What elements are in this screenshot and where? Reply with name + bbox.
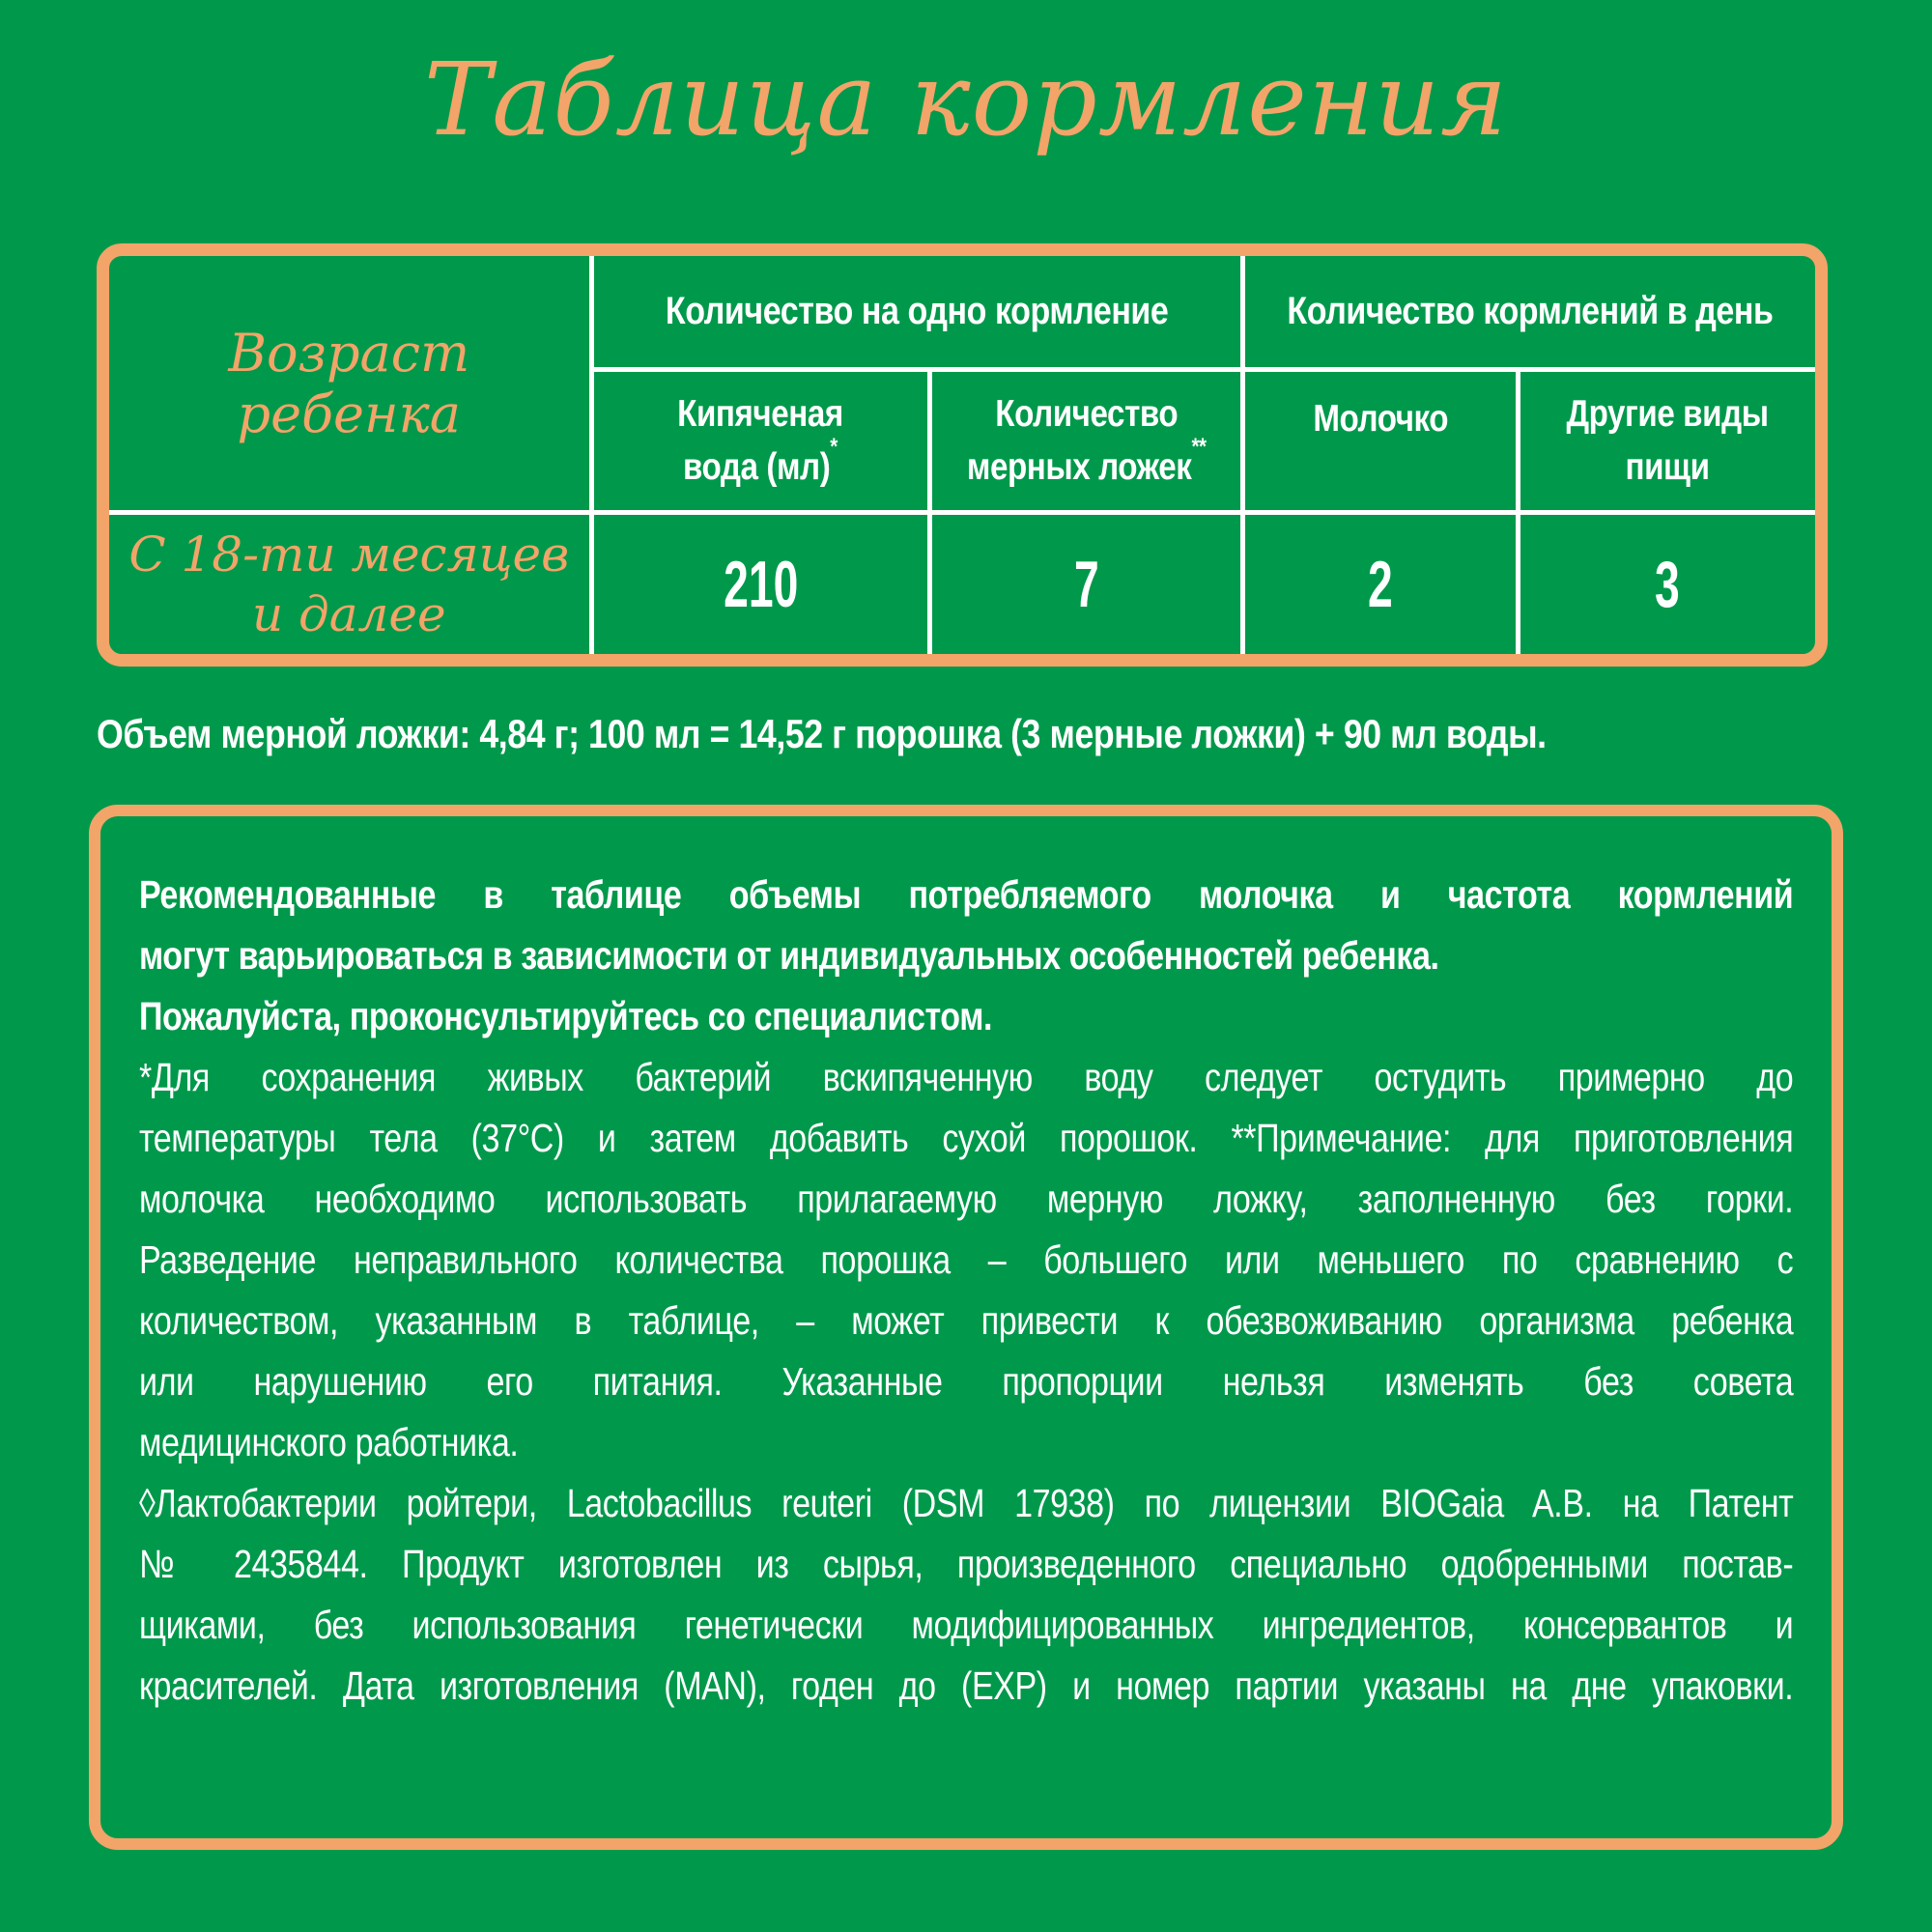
info-note-line: температуры тела (37°C) и затем добавить сухой порошок. **Примечание: для приготовления	[139, 1116, 1794, 1160]
subheader-spoons	[967, 392, 1207, 490]
group-header-per-feeding: Количество на одно кормление	[666, 290, 1169, 332]
page-title: Таблица кормления	[423, 41, 1509, 158]
info-note-line: молочка необходимо использовать прилагаемую мерную ложку, заполненную без горки.	[139, 1177, 1794, 1221]
group-header-per-day: Количество кормлений в день	[1287, 290, 1774, 332]
milk-value: 2	[1368, 548, 1393, 621]
license-line: красителей. Дата изготовления (MAN), годен до (EXP) и номер партии указаны на дне упаковки.	[139, 1663, 1794, 1708]
subheader-boiled-water	[677, 392, 843, 490]
license-line: щиками, без использования генетически модифицированных ингредиентов, консервантов и	[139, 1603, 1794, 1647]
info-box	[89, 805, 1843, 1850]
subheader-spoons-cell	[932, 372, 1245, 515]
subheader-other-food-cell	[1520, 372, 1815, 515]
subheader-line1: Кипяченая	[677, 393, 844, 435]
subheader-milk-cell	[1245, 372, 1520, 515]
spoon-volume-note-text: Объем мерной ложки: 4,84 г; 100 мл = 14,52 г порошка (3 мерные ложки) + 90 мл воды.	[97, 711, 1547, 756]
subheader-line1: Другие виды	[1566, 393, 1769, 435]
license-line: № 2435844. Продукт изготовлен из сырья, произведенного специально одобренными постав-	[139, 1542, 1794, 1586]
age-value	[128, 525, 569, 644]
subheader-boiled-water-cell	[594, 372, 932, 515]
group-header-per-feeding-cell	[594, 256, 1246, 372]
license-line: ◊Лактобактерии ройтери, Lactobacillus reuteri (DSM 17938) по лицензии BIOGaia A.B. на Патент	[139, 1481, 1794, 1525]
info-bold-line: Пожалуйста, проконсультируйтесь со специалистом.	[139, 994, 992, 1038]
subheader-line1: Количество	[995, 393, 1179, 435]
other-food-value-cell	[1520, 515, 1815, 654]
spoon-volume-note	[97, 711, 1835, 757]
age-column-header: Возраст ребенка	[228, 322, 470, 444]
subheader-milk	[1313, 397, 1448, 486]
subheader-other-food	[1567, 392, 1769, 490]
info-note-line: медицинского работника.	[139, 1420, 519, 1464]
milk-value-cell	[1245, 515, 1520, 654]
info-note-line: Разведение неправильного количества порошка – большего или меньшего по сравнению с	[139, 1237, 1794, 1282]
info-bold-line: Рекомендованные в таблице объемы потребляемого молочка и частота кормлений	[139, 872, 1794, 917]
spoons-value-cell	[932, 515, 1245, 654]
other-food-value: 3	[1655, 548, 1681, 621]
subheader-line2: вода (мл)	[683, 446, 831, 488]
age-value-cell	[109, 515, 594, 654]
group-header-per-day-cell	[1245, 256, 1815, 372]
info-note-line: или нарушению его питания. Указанные пропорции нельзя изменять без совета	[139, 1359, 1794, 1404]
subheader-line2: пищи	[1625, 446, 1710, 488]
subheader-line2: мерных ложек	[966, 446, 1192, 488]
subheader-line1: Молочко	[1313, 397, 1448, 440]
boiled-water-value: 210	[723, 548, 798, 621]
age-line2: и далее	[251, 586, 446, 642]
boiled-water-value-cell	[594, 515, 932, 654]
feeding-table	[97, 243, 1828, 667]
age-line1: С 18-ти месяцев	[128, 526, 570, 582]
asterisk-superscript: *	[830, 433, 838, 460]
info-note-line: *Для сохранения живых бактерий вскипяченную воду следует остудить примерно до	[139, 1055, 1794, 1099]
spoons-value: 7	[1073, 548, 1099, 621]
info-bold-line: могут варьироваться в зависимости от индивидуальных особенностей ребенка.	[139, 933, 1439, 978]
age-column-header-cell	[109, 256, 594, 515]
asterisk-superscript: **	[1191, 433, 1207, 460]
info-note-line: количеством, указанным в таблице, – может привести к обезвоживанию организма ребенка	[139, 1298, 1794, 1343]
